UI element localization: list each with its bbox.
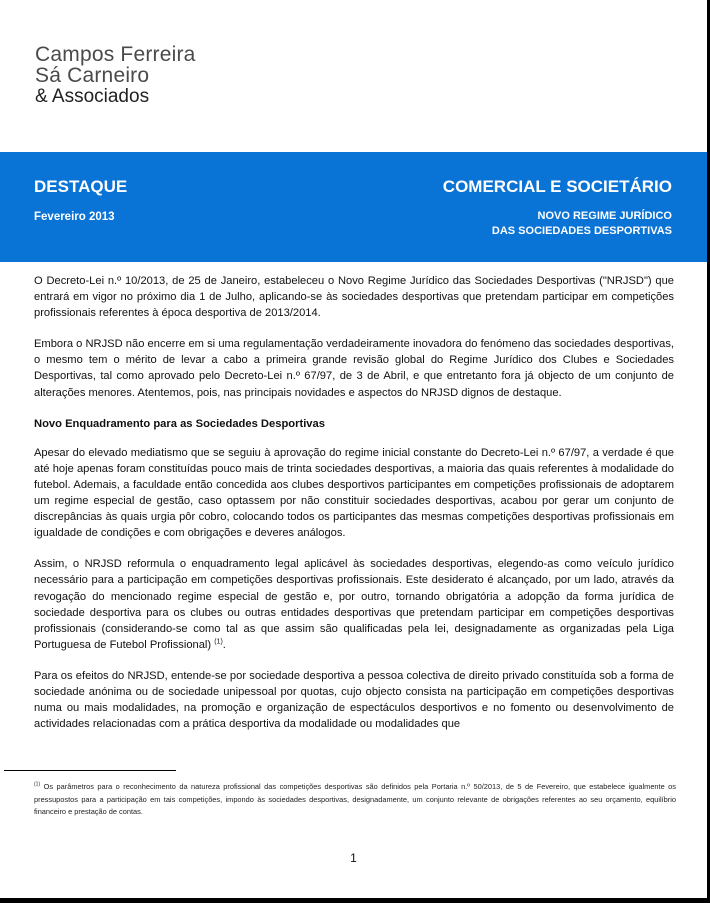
footnote-text: Os parâmetros para o reconhecimento da natureza profissional das competições desportivas são definidos pela Portaria n.º 50/2013, de 5 de Fevereiro, que estabelece igualmente os pressupostos para a participação em tais competições, impondo às sociedades desportivas, designadamente, um conjunto relevante de obrigações referentes ao seu orçamento, equilíbrio financeiro e prestação de contas. (34, 782, 676, 816)
paragraph-3: Apesar do elevado mediatismo que se seguiu à aprovação do regime inicial constante do Decreto-Lei n.º 67/97, a verdade é que até hoje apenas foram constituídas pouco mais de trinta sociedades desportivas, a maioria das quais referentes à modalidade do futebol. Ademais, a faculdade então concedida aos clubes desportivos participantes em competições profissionais de adoptarem um regime especial de gestão, caso optassem por não constituir sociedades desportivas, acabou por gerar um conjunto de discrepâncias às quais urgia pôr cobro, colocando todos os participantes das mesmas competições desportivas profissionais em igualdade de condições e com obrigações e deveres análogos. (34, 446, 674, 540)
banner-subtitle-line-1: NOVO REGIME JURÍDICO (537, 210, 672, 222)
banner-label: DESTAQUE (34, 177, 128, 196)
firm-logo (35, 44, 196, 107)
logo-line-2: Sá Carneiro (35, 64, 150, 87)
banner-date: Fevereiro 2013 (34, 211, 115, 223)
paragraph-1: O Decreto-Lei n.º 10/2013, de 25 de Janeiro, estabeleceu o Novo Regime Jurídico das Sociedades Desportivas ("NRJSD") que entrará em vigor no próximo dia 1 de Julho, aplicando-se às sociedades desportivas que pretendam participar em competições profissionais referentes à época desportiva de 2013/2014. (34, 275, 674, 320)
logo-line-1: Campos Ferreira (35, 43, 196, 66)
paragraph-5: Para os efeitos do NRJSD, entende-se por sociedade desportiva a pessoa colectiva de direito privado constituída sob a forma de sociedade anónima ou de sociedade unipessoal por quotas, cujo objecto consista na participação em competições desportivas numa ou mais modalidades, na promoção e organização de espectáculos desportivos e no fomento ou desenvolvimento de actividades relacionadas com a prática desportiva da modalidade ou modalidades que (34, 669, 674, 731)
section-heading: Novo Enquadramento para as Sociedades Desportivas (34, 417, 325, 430)
paragraph-4 (34, 556, 674, 653)
footnote (34, 781, 676, 819)
page-number: 1 (350, 851, 357, 865)
footnote-marker: (1) (34, 781, 41, 788)
header-banner (0, 152, 707, 262)
paragraph-4-end: . (222, 638, 226, 651)
banner-subtitle-line-2: DAS SOCIEDADES DESPORTIVAS (491, 225, 672, 237)
paragraph-4-text: Assim, o NRJSD reformula o enquadramento legal aplicável às sociedades desportivas, elegendo-as como veículo jurídico necessário para a participação em competições desportivas profissionais. Este desiderato é alcançado, por um lado, através da revogação do mencionado regime especial de gestão e, por outro, tornando obrigatória a adopção da forma jurídica de sociedade desportiva para os clubes ou outras entidades desportivas que pretendam participar em competições desportivas profissionais (considerando-se como tal as que assim são qualificadas pela lei, designadamente as organizadas pela Liga Portuguesa de Futebol Profissional) (34, 558, 674, 651)
banner-subtitle (492, 209, 672, 239)
footnote-divider (4, 770, 176, 771)
logo-line-3: & Associados (35, 86, 150, 107)
paragraph-2: Embora o NRJSD não encerre em si uma regulamentação verdadeiramente inovadora do fenómeno das sociedades desportivas, o mesmo tem o mérito de levar a cabo a primeira grande revisão global do Regime Jurídico dos Clubes e Sociedades Desportivas, tal como aprovado pelo Decreto-Lei n.º 67/97, de 3 de Abril, e que entretanto fora já objecto de um conjunto de alterações menores. Atentemos, pois, nas principais novidades e aspectos do NRJSD dignos de destaque. (34, 338, 674, 399)
article-body (34, 273, 674, 747)
footnote-reference[interactable]: (1) (214, 638, 223, 646)
practice-area: COMERCIAL E SOCIETÁRIO (442, 177, 672, 196)
